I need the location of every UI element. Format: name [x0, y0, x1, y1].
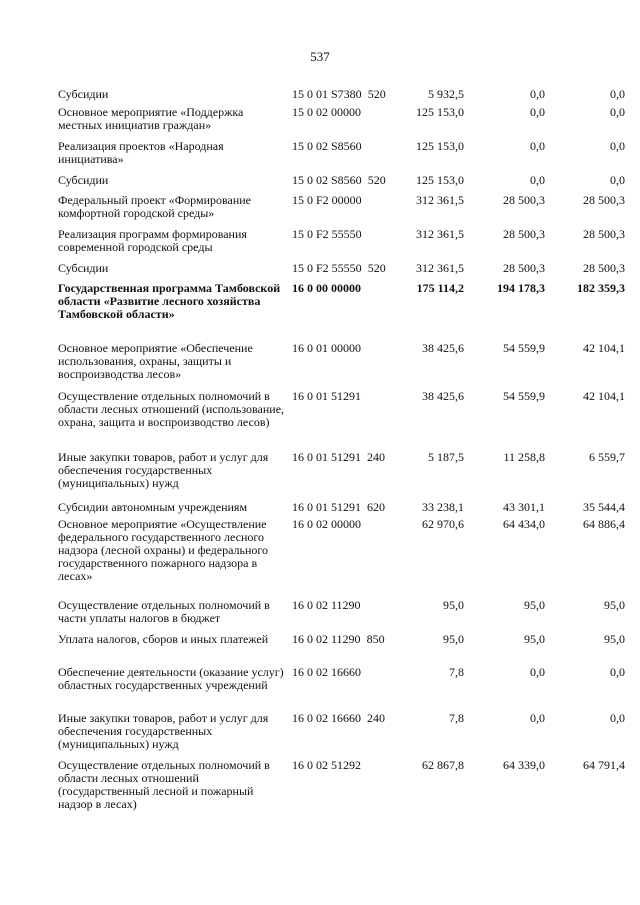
- amount-year-1: 38 425,6: [422, 389, 464, 403]
- amount-year-2: 0,0: [530, 665, 545, 679]
- row-code: [292, 262, 386, 275]
- amount-year-2: 194 178,3: [497, 281, 545, 295]
- expense-type-code: 850: [366, 632, 385, 646]
- row-code: [292, 633, 385, 646]
- expense-type-code: 240: [367, 711, 385, 725]
- expense-type-code: 620: [367, 500, 385, 514]
- amount-year-1: 125 153,0: [416, 139, 464, 153]
- classification-code: 15 0 F2 55550: [292, 261, 362, 275]
- expense-type-code: 520: [367, 173, 386, 187]
- row-name: Федеральный проект «Формирование комфортной городской среды»: [58, 193, 252, 220]
- classification-code: 15 0 02 00000: [292, 105, 361, 119]
- page-number: 537: [310, 49, 330, 64]
- amount-year-3: 0,0: [610, 711, 625, 725]
- amount-year-1: 7,8: [449, 665, 464, 679]
- row-name: Осуществление отдельных полномочий в области лесных отношений (государственный лесной и пожарный надзор в лесах): [58, 758, 270, 811]
- row-code: [292, 140, 368, 153]
- table-row: [0, 262, 640, 282]
- amount-year-2: 95,0: [524, 598, 545, 612]
- row-code: [292, 759, 367, 772]
- classification-code: 16 0 01 00000: [292, 341, 361, 355]
- classification-code: 16 0 02 00000: [292, 517, 361, 531]
- amount-year-1: 33 238,1: [422, 500, 464, 514]
- classification-code: 16 0 02 11290: [292, 598, 361, 612]
- row-name: Реализация программ формирования современной городской среды: [58, 227, 247, 254]
- table-row: [0, 451, 640, 501]
- amount-year-3: 0,0: [610, 105, 625, 119]
- classification-code: 15 0 01 S7380: [292, 87, 362, 101]
- amount-year-2: 0,0: [530, 711, 545, 725]
- row-name: Осуществление отдельных полномочий в части уплаты налогов в бюджет: [58, 598, 270, 625]
- row-name: Субсидии: [58, 261, 109, 275]
- row-name: Иные закупки товаров, работ и услуг для обеспечения государственных (муниципальных) нужд: [58, 711, 269, 751]
- row-name: Основное мероприятие «Поддержка местных инициатив граждан»: [58, 105, 244, 132]
- amount-year-2: 43 301,1: [503, 500, 545, 514]
- classification-code: 15 0 F2 00000: [292, 193, 362, 207]
- row-name: Субсидии автономным учреждениям: [58, 500, 248, 514]
- amount-year-1: 62 970,6: [422, 517, 464, 531]
- row-name: Обеспечение деятельности (оказание услуг) областных государственных учреждений: [58, 665, 284, 692]
- table-row: [0, 599, 640, 633]
- row-name: Реализация проектов «Народная инициатива»: [58, 139, 224, 166]
- classification-code: 16 0 02 16660: [292, 665, 361, 679]
- row-name: Осуществление отдельных полномочий в области лесных отношений (использование, охрана, защита и воспроизводство лесов): [58, 389, 285, 429]
- table-row: [0, 140, 640, 174]
- amount-year-3: 0,0: [610, 87, 625, 101]
- amount-year-3: 64 791,4: [583, 758, 625, 772]
- row-code: [292, 88, 386, 101]
- amount-year-2: 28 500,3: [503, 193, 545, 207]
- amount-year-3: 95,0: [604, 598, 625, 612]
- classification-code: 16 0 02 16660: [292, 711, 361, 725]
- amount-year-1: 312 361,5: [416, 261, 464, 275]
- table-row: [0, 633, 640, 666]
- amount-year-1: 125 153,0: [416, 173, 464, 187]
- classification-code: 16 0 00 00000: [292, 281, 361, 295]
- amount-year-1: 175 114,2: [416, 281, 464, 295]
- table-row: [0, 194, 640, 228]
- amount-year-2: 11 258,8: [503, 450, 545, 464]
- amount-year-2: 64 339,0: [503, 758, 545, 772]
- row-code: [292, 194, 368, 207]
- amount-year-2: 95,0: [524, 632, 545, 646]
- amount-year-1: 62 867,8: [422, 758, 464, 772]
- row-name: Субсидии: [58, 173, 109, 187]
- table-row: [0, 174, 640, 194]
- classification-code: 16 0 02 11290: [292, 632, 361, 646]
- amount-year-1: 312 361,5: [416, 193, 464, 207]
- amount-year-3: 6 559,7: [589, 450, 625, 464]
- amount-year-2: 28 500,3: [503, 227, 545, 241]
- amount-year-1: 5 187,5: [428, 450, 464, 464]
- row-name: Иные закупки товаров, работ и услуг для обеспечения государственных (муниципальных) нужд: [58, 450, 269, 490]
- amount-year-1: 95,0: [443, 632, 464, 646]
- amount-year-2: 28 500,3: [503, 261, 545, 275]
- amount-year-2: 64 434,0: [503, 517, 545, 531]
- amount-year-3: 28 500,3: [583, 227, 625, 241]
- row-code: [292, 451, 385, 464]
- amount-year-1: 38 425,6: [422, 341, 464, 355]
- amount-year-1: 125 153,0: [416, 105, 464, 119]
- amount-year-3: 28 500,3: [583, 193, 625, 207]
- row-name: Основное мероприятие «Осуществление федерального государственного лесного надзора (лесной охраны) и федерального государственного пожарного надзора в лесах»: [58, 517, 269, 583]
- amount-year-1: 5 932,5: [428, 87, 464, 101]
- row-name: Основное мероприятие «Обеспечение использования, охраны, защиты и воспроизводства лесов»: [58, 341, 253, 381]
- table-row: [0, 390, 640, 451]
- row-name: Государственная программа Тамбовской области «Развитие лесного хозяйства Тамбовской области»: [58, 281, 281, 321]
- amount-year-2: 54 559,9: [503, 389, 545, 403]
- amount-year-1: 95,0: [443, 598, 464, 612]
- amount-year-3: 95,0: [604, 632, 625, 646]
- row-name: Субсидии: [58, 87, 109, 101]
- budget-table: [0, 88, 640, 829]
- row-code: [292, 282, 367, 295]
- amount-year-3: 42 104,1: [583, 341, 625, 355]
- table-row: [0, 666, 640, 712]
- classification-code: 15 0 02 S8560: [292, 173, 362, 187]
- table-row: [0, 518, 640, 599]
- amount-year-2: 54 559,9: [503, 341, 545, 355]
- table-row: [0, 88, 640, 106]
- classification-code: 16 0 01 51291: [292, 450, 361, 464]
- row-name: Уплата налогов, сборов и иных платежей: [58, 632, 269, 646]
- amount-year-1: 7,8: [449, 711, 464, 725]
- amount-year-2: 0,0: [530, 139, 545, 153]
- table-row: [0, 106, 640, 140]
- row-code: [292, 712, 385, 725]
- amount-year-3: 182 359,3: [577, 281, 625, 295]
- table-row: [0, 759, 640, 829]
- row-code: [292, 501, 385, 514]
- row-code: [292, 518, 367, 531]
- row-code: [292, 228, 368, 241]
- amount-year-3: 42 104,1: [583, 389, 625, 403]
- table-row: [0, 342, 640, 390]
- expense-type-code: 520: [367, 87, 386, 101]
- amount-year-3: 0,0: [610, 173, 625, 187]
- amount-year-2: 0,0: [530, 173, 545, 187]
- table-row: [0, 501, 640, 518]
- classification-code: 15 0 F2 55550: [292, 227, 362, 241]
- row-code: [292, 599, 367, 612]
- row-code: [292, 390, 367, 403]
- row-code: [292, 666, 367, 679]
- classification-code: 16 0 01 51291: [292, 500, 361, 514]
- table-row: [0, 712, 640, 759]
- amount-year-2: 0,0: [530, 105, 545, 119]
- amount-year-3: 0,0: [610, 665, 625, 679]
- row-code: [292, 342, 367, 355]
- amount-year-3: 28 500,3: [583, 261, 625, 275]
- table-row: [0, 228, 640, 262]
- classification-code: 16 0 02 51292: [292, 758, 361, 772]
- amount-year-1: 312 361,5: [416, 227, 464, 241]
- expense-type-code: 240: [367, 450, 385, 464]
- amount-year-3: 35 544,4: [583, 500, 625, 514]
- row-code: [292, 174, 386, 187]
- classification-code: 15 0 02 S8560: [292, 139, 362, 153]
- classification-code: 16 0 01 51291: [292, 389, 361, 403]
- row-code: [292, 106, 367, 119]
- amount-year-2: 0,0: [530, 87, 545, 101]
- table-row: [0, 282, 640, 342]
- amount-year-3: 64 886,4: [583, 517, 625, 531]
- amount-year-3: 0,0: [610, 139, 625, 153]
- expense-type-code: 520: [367, 261, 386, 275]
